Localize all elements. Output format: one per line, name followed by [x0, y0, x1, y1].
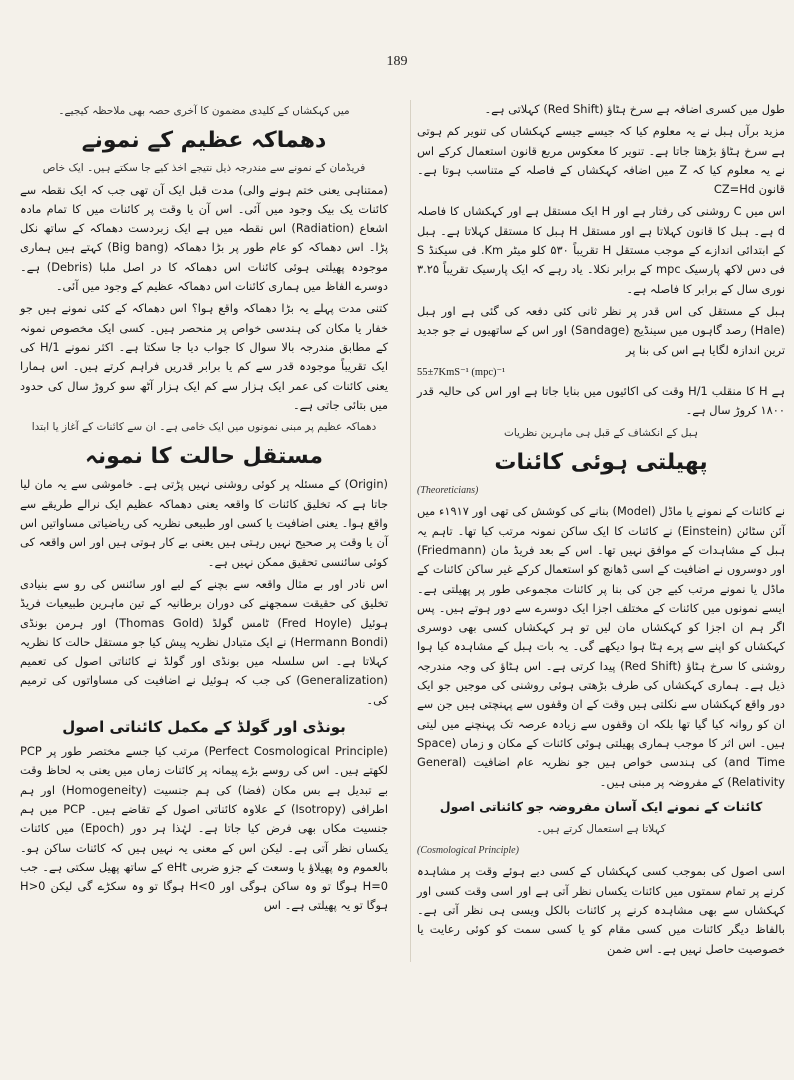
heading-note: دھماکہ عظیم پر مبنی نمونوں میں ایک خامی ہے۔ ان سے کائنات کے آغاز یا ابتدا — [31, 421, 377, 434]
section-heading: بونڈی اور گولڈ کے مکمل کائناتی اصول — [62, 718, 346, 737]
section-heading: دھماکہ عظیم کے نمونے — [81, 128, 327, 154]
right-column — [410, 100, 785, 962]
heading-note: فریڈمان کے نمونے سے مندرجہ ذیل نتیجے اخذ کیے جا سکتے ہیں۔ ایک خاص — [42, 162, 366, 175]
section-heading: پھیلتی ہوئی کائنات — [494, 450, 708, 476]
paragraph: طول میں کسری اضافہ ہے سرخ ہٹاؤ (Red Shift) کہلاتی ہے۔ — [484, 102, 785, 116]
paragraph: (Perfect Cosmological Principle) مرتب کیا جسے مختصر طور پر PCP لکھتے ہیں۔ اس کی روسے بڑے پیمانہ پر کائنات زماں میں یعنی بہ لحاظ وقت بے تبدیل ہے بس مکان (فضا) کی ہم جنسیت (Homogeneity) اور ہم اطرافی (Isotropy) کے علاوہ کائناتی اصول کے تقاضے ہیں۔ PCP میں ہم جنسیت مکاں بھی فرض کیا جاتا ہے۔ لہٰذا ہر دور (Epoch) میں کائنات یکساں نظر آتی ہے۔ لیکن اس کے معنی یہ نہیں ہیں کہ کائنات ساکن ہو۔ بالعموم وہ پھیلاؤ یا وسعت کے جزو ضربی eHt کے ساتھ پھیل سکتی ہے۔ جب H=0 ہوگا تو وہ ساکن ہوگی اور H<0 ہوگا تو وہ سکڑے گی لیکن H>0 ہوگا تو یہ پھیلتی ہے۔ اس — [20, 744, 388, 913]
heading-note: کہلاتا ہے استعمال کرتے ہیں۔ — [536, 822, 666, 835]
paragraph: ہبل کے مستقل کی اس قدر پر نظر ثانی کئی دفعہ کی گئی ہے اور ہبل (Hale) رصد گاہوں میں سینڈیج (Sandage) اور اس کے ساتھیوں نے جو جدید ترین اندازہ لگایا ہے اس کی بنا پر — [417, 303, 785, 357]
section-heading: کائنات کے نمونے ایک آسان مفروضہ جو کائناتی اصول — [439, 798, 763, 814]
section-heading: مستقل حالت کا نمونہ — [84, 444, 324, 470]
paragraph: مزید برآں ہبل نے یہ معلوم کیا کہ جیسے جیسے کہکشاں کی تنویر کم ہوتی ہے سرخ ہٹاؤ بڑھتا جاتا ہے۔ تنویر کا معکوس مربع قانون استعمال کرکے اس نے یہ معلوم کیا کہ Z میں اضافہ کہکشاں کے فاصلہ کے متناسب ہوتا ہے۔ قانون CZ=Hd — [417, 124, 786, 197]
paragraph: کتنی مدت پہلے یہ بڑا دھماکہ واقع ہوا؟ اس دھماکہ کے کئی نمونے ہیں جو خفار یا مکان کی ہندسی خواص پر منحصر ہیں۔ کسی ایک مخصوص نمونہ کے مطابق مندرجہ بالا سوال کا جواب دیا جا سکتا ہے۔ اکثر نمونے 1/H کی ایک تقریباً موجودہ قدر سے کم یا برابر قدریں فراہم کرتے ہیں۔ اس ہمارا یعنی کائنات کی عمر ایک ہزار سے کم ایک ہزار آٹھ سو کروڑ سال کی حدود میں بتائی جاتی ہے۔ — [20, 301, 388, 412]
paragraph: اس میں C روشنی کی رفتار ہے اور H ایک مستقل ہے اور کہکشاں کا فاصلہ d ہے۔ ہبل کا قانون کہلاتا ہے اور مستقل H ہبل کا مستقل کہلاتا ہے۔ ہبل کے ابتدائی اندازے کے موجب مستقل H تقریباً ۵۳۰ کلو میٹر Km. فی سیکنڈ S فی دس لاکھ پارسیک mpc کے برابر نکلا۔ یاد رہے کہ ایک پارسیک تقریباً ۳.۲۵ نوری سال کے برابر کا فاصلہ ہے۔ — [417, 204, 786, 296]
top-note: میں کہکشاں کے کلیدی مضمون کا آخری حصہ بھی ملاحظہ کیجیے۔ — [58, 105, 350, 117]
english-term: (Theoreticians) — [417, 485, 479, 497]
paragraph: نے کائنات کے نمونے یا ماڈل (Model) بنانے کی کوشش کی تھی اور ۱۹۱۷ء میں آئن سٹائن (Einstein) نے کائنات کا ایک ساکن نمونہ مرتب کیا تھا۔ تاہم یہ ہبل کے مشاہدات کے موافق نہیں تھا۔ اس کے بعد فریڈ مان (Friedmann) اور دوسروں نے اضافیت کے اسی ڈھانچ کو استعمال کرکے غیر ساکن کائنات کے ماڈل یا نمونے مرتب کیے جن کی بنا پر کائنات مجموعی طور پر پھیلتی ہے۔ ایسے نمونوں میں کائنات کے مختلف اجزا ایک دوسرے سے دور ہوتے ہیں۔ پس اگر ہم ان اجزا کو کہکشاں مان لیں تو ہر کہکشاں کسی بھی دوسری کہکشاں کو اپنے سے پرے ہٹا ہوا دیکھے گی۔ یہ بات ہبل کے مشاہدہ کیا ہوا روشنی کا سرخ ہٹاؤ (Red Shift) پیدا کرتی ہے۔ اس ہٹاؤ کی وجہ مندرجہ ذیل ہے۔ ہماری کہکشاں کی طرف بڑھتی ہوئی روشنی کی موجیں جو ایک دور واقع کہکشاں سے نکلتی ہیں وقت کے ان وقفوں سے پہنچتی ہیں جن سے ان کو روانہ کیا گیا تھا بلکہ ان وقفوں سے زیادہ عرصہ تک پہنچنے میں لیتی ہیں۔ اس اثر کا موجب ہماری پھیلتی ہوئی کائنات کے مکان و زماں (Space and Time) کی ہندسی خواص ہیں جو نظریہ عام اضافیت (General Relativity) کے مفروضہ پر مبنی ہیں۔ — [417, 504, 786, 789]
paragraph: ہے H کا منقلب 1/H وقت کی اکائیوں میں بنایا جاتا ہے اور اس کی حالیہ قدر ۱۸۰۰ کروڑ سال ہے۔ — [417, 384, 785, 418]
paragraph: (Origin) کے مسئلہ پر کوئی روشنی نہیں پڑتی ہے۔ خاموشی سے یہ مان لیا جاتا ہے کہ تخلیق کائنات کا واقعہ یعنی دھماکہ عظیم ایک نرالے طریقے سے واقع ہوا۔ یعنی اضافیت یا کسی اور طبیعی نظریہ کی ریاضیاتی مساواتیں اس آن یا وقت پر صحیح نہیں رہتی ہیں یعنی بے کار ہوتی ہیں اور اس واقعہ کی کوئی سائنسی تحقیق ممکن نہیں ہے۔ — [20, 477, 388, 569]
formula: 55±7KmS⁻¹ (mpc)⁻¹ — [417, 366, 506, 378]
paragraph: (ممتناہی یعنی ختم ہونے والی) مدت قبل ایک آن تھی جب کہ ایک نقطہ سے کائنات یک بیک وجود میں آئی۔ اس آن یا وقت پر کائنات میں کا تمام مادہ اشعاع (Radiation) اس نقطہ میں ہے ایک زبردست دھماکہ کے ساتھ نکل پڑا۔ اس دھماکہ کو عام طور پر بڑا دھماکہ (Big bang) کہتے ہیں ہماری موجودہ پھیلتی ہوئی کائنات اس دھماکہ کا در اصل ملبا (Debris) ہے۔ دوسرے الفاظ میں ہماری کائنات اس دھماکہ عظیم کے وجود میں آئی۔ — [20, 182, 388, 294]
paragraph: اسی اصول کی بموجب کسی کہکشاں کے کسی دیے ہوئے وقت پر مشاہدہ کرنے پر تمام سمتوں میں کائنات یکساں نظر آتی ہے اور اسی وقت کسی اور کہکشاں سے بھی مشاہدہ کرنے پر کائنات بالکل ویسی ہی نظر آتی ہے۔ بالفاظ دیگر کائنات میں کسی مقام کو یا کسی سمت کو کوئی رعایت یا خصوصیت حاصل نہیں ہے۔ اس ضمن — [417, 864, 785, 956]
english-term: (Cosmological Principle) — [417, 845, 519, 857]
heading-note: ہبل کے انکشاف کے قبل ہی ماہرین نظریات — [503, 426, 699, 439]
left-column — [20, 100, 388, 919]
page-number: 189 — [386, 54, 408, 69]
paragraph: اس نادر اور بے مثال واقعہ سے بچنے کے لیے اور سائنس کی رو سے بنیادی تخلیق کی حقیقت سمجھنے کی دوران برطانیہ کے تین ماہرین طبیعیات فریڈ ہوئیل (Fred Hoyle) ٹامس گولڈ (Thomas Gold) اور ہرمن بونڈی (Hermann Bondi) نے ایک متبادل نظریہ پیش کیا جو مستقل حالت کا نظریہ کہلاتا ہے۔ اس سلسلہ میں بونڈی اور گولڈ نے کائناتی اصول کی تعمیم (Generalization) کی جب کہ ہوئیل نے اضافیت کی مساواتوں کی ترمیم کی۔ — [20, 576, 389, 707]
